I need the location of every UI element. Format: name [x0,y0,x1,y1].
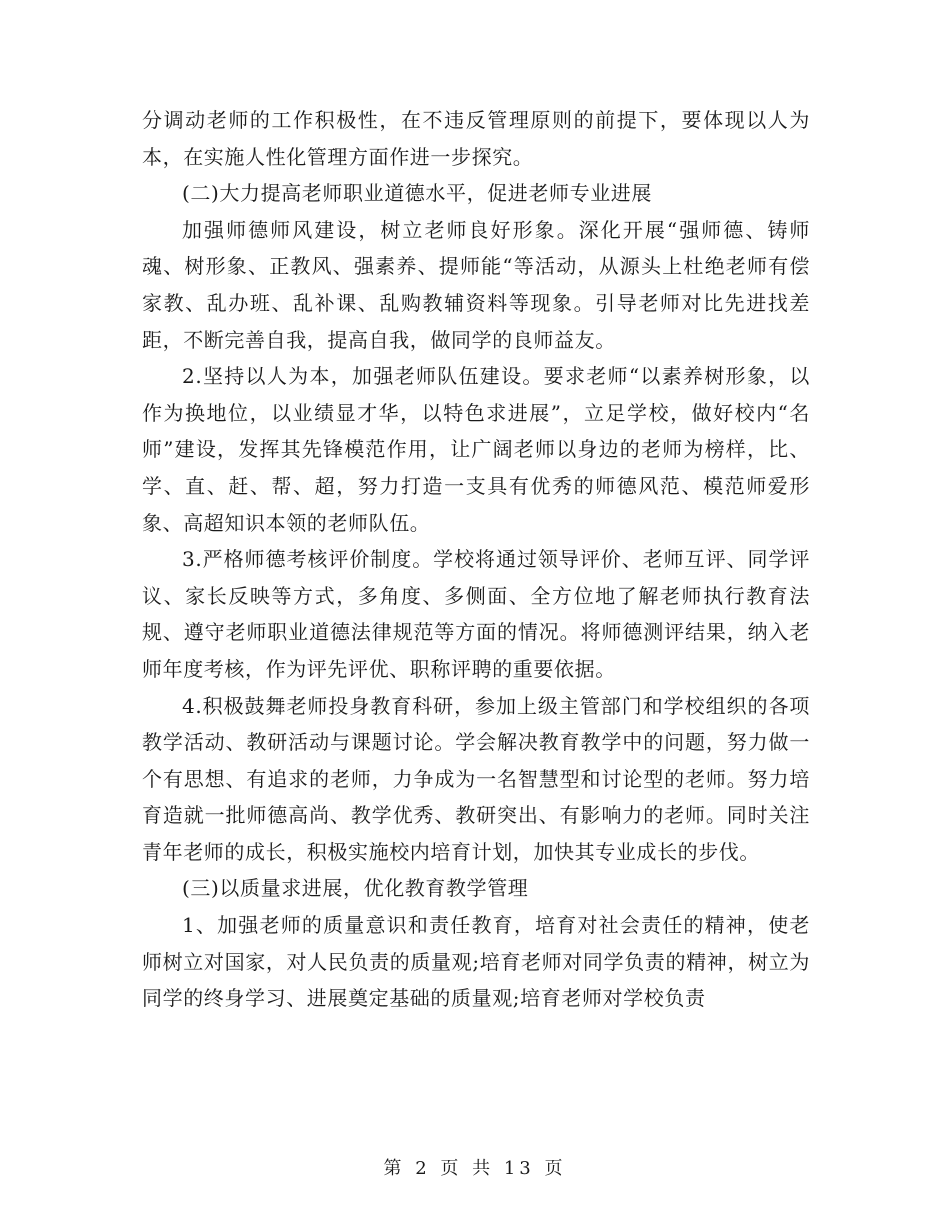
section-heading-2: (二)大力提高老师职业道德水平，促进老师专业进展 [182,181,653,206]
paragraph-intro-continued: 分调动老师的工作积极性，在不违反管理原则的前提下，要体现以人为本，在实施人性化管理方面作进一步探究。 [142,108,810,169]
paragraph-quality-item-1: 1、加强老师的质量意识和责任教育，培育对社会责任的精神，使老师树立对国家，对人民负责的质量观;培育老师对同学负责的精神，树立为同学的终身学习、进展奠定基础的质量观;培育老师对学校负责 [142,913,810,1011]
document-body [142,102,810,1017]
paragraph-item-4: 4.积极鼓舞老师投身教育科研，参加上级主管部门和学校组织的各项教学活动、教研活动与课题讨论。学会解决教育教学中的问题，努力做一个有思想、有追求的老师，力争成为一名智慧型和讨论型的老师。努力培育造就一批师德高尚、教学优秀、教研突出、有影响力的老师。同时关注青年老师的成长，积极实施校内培育计划，加快其专业成长的步伐。 [142,693,810,864]
page-footer: 第 2 页 共 13 页 [383,1158,567,1179]
paragraph-ethics-building: 加强师德师风建设，树立老师良好形象。深化开展“强师德、铸师魂、树形象、正教风、强素养、提师能“等活动，从源头上杜绝老师有偿家教、乱办班、乱补课、乱购教辅资料等现象。引导老师对比先进找差距，不断完善自我，提高自我，做同学的良师益友。 [142,217,810,352]
paragraph-item-2: 2.坚持以人为本，加强老师队伍建设。要求老师“以素养树形象，以作为换地位，以业绩显才华，以特色求进展”，立足学校，做好校内“名师”建设，发挥其先锋模范作用，让广阔老师以身边的老师为榜样，比、学、直、赶、帮、超，努力打造一支具有优秀的师德风范、模范师爱形象、高超知识本领的老师队伍。 [142,364,810,535]
section-heading-3: (三)以质量求进展，优化教育教学管理 [182,876,529,901]
paragraph-item-3: 3.严格师德考核评价制度。学校将通过领导评价、老师互评、同学评议、家长反映等方式，多角度、多侧面、全方位地了解老师执行教育法规、遵守老师职业道德法律规范等方面的情况。将师德测评结果，纳入老师年度考核，作为评先评优、职称评聘的重要依据。 [142,547,810,681]
